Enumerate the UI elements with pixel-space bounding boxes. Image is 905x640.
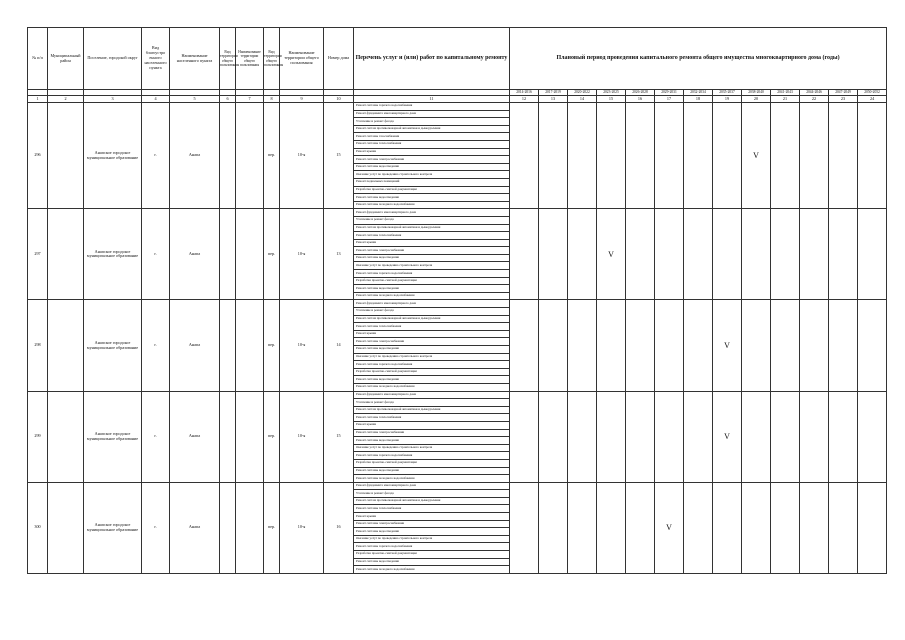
work-item: Оказание услуг по проведению строительного контроля (354, 262, 510, 270)
column-number-cell: 19 (713, 96, 742, 103)
area-type-2-cell: пер. (264, 482, 280, 573)
work-item: Ремонт системы холодного водоснабжения (354, 383, 510, 391)
area-name-2-cell: 10-я (280, 103, 324, 209)
record-number: 298 (28, 300, 48, 391)
work-item: Ремонт системы теплоснабжения (354, 140, 510, 148)
district-cell (48, 391, 84, 482)
col-header-place-name: Наименование населенного пункта (170, 28, 220, 90)
area-name-1-cell (236, 209, 264, 300)
area-name-2-cell: 10-я (280, 209, 324, 300)
work-item: Ремонт систем противопожарной автоматики и дымоудаления (354, 406, 510, 414)
district-cell (48, 300, 84, 391)
period-empty-cell (655, 300, 684, 391)
house-number-cell: 15 (324, 103, 354, 209)
work-item: Утепление и ремонт фасада (354, 308, 510, 316)
area-type-2-cell: пер. (264, 391, 280, 482)
work-item: Ремонт крыши (354, 513, 510, 521)
column-number-cell: 8 (264, 96, 280, 103)
period-empty-cell (510, 391, 539, 482)
work-item: Ремонт системы теплоснабжения (354, 414, 510, 422)
period-cell: 2029-2031 (655, 90, 684, 96)
period-mark: V (597, 209, 626, 300)
period-empty-cell (510, 300, 539, 391)
settlement-cell: Анапское городское муниципальное образование (84, 391, 142, 482)
work-item: Ремонт системы холодного водоснабжения (354, 566, 510, 574)
work-item: Ремонт системы горячего водоснабжения (354, 452, 510, 460)
work-item: Утепление и ремонт фасада (354, 118, 510, 126)
work-item: Ремонт системы холодного водоснабжения (354, 475, 510, 483)
house-number-cell: 16 (324, 482, 354, 573)
col-header-settlement: Поселение, городской округ (84, 28, 142, 90)
work-item: Ремонт крыши (354, 330, 510, 338)
place-name-cell: Анапа (170, 482, 220, 573)
area-name-1-cell (236, 482, 264, 573)
period-cell: 2035-2037 (713, 90, 742, 96)
record-number: 297 (28, 209, 48, 300)
place-type-cell: г. (142, 482, 170, 573)
period-empty-cell (626, 482, 655, 573)
col-header-district: Муниципальный район (48, 28, 84, 90)
work-item: Оказание услуг по проведению строительного контроля (354, 535, 510, 543)
period-empty-cell (800, 482, 829, 573)
period-empty-cell (742, 391, 771, 482)
table-row (28, 103, 887, 111)
period-empty-cell (800, 391, 829, 482)
period-empty-cell (655, 209, 684, 300)
column-number-cell: 3 (84, 96, 142, 103)
place-type-cell: г. (142, 103, 170, 209)
header-row (28, 28, 887, 90)
col-header-area-name-2: Наименование территории общего пользования (280, 28, 324, 90)
period-empty-cell (771, 209, 800, 300)
work-item: Разработка проектно-сметной документации (354, 186, 510, 194)
column-number-cell: 12 (510, 96, 539, 103)
column-number-cell: 9 (280, 96, 324, 103)
column-number-cell: 1 (28, 96, 48, 103)
place-name-cell: Анапа (170, 300, 220, 391)
period-cell: 2044-2046 (800, 90, 829, 96)
work-item: Утепление и ремонт фасада (354, 399, 510, 407)
work-item: Ремонт системы электроснабжения (354, 429, 510, 437)
area-name-1-cell (236, 391, 264, 482)
period-cell: 2014-2016 (510, 90, 539, 96)
work-item: Ремонт системы горячего водоснабжения (354, 361, 510, 369)
work-item: Ремонт системы теплоснабжения (354, 323, 510, 331)
district-cell (48, 209, 84, 300)
area-name-2-cell: 10-я (280, 482, 324, 573)
area-name-1-cell (236, 103, 264, 209)
work-item: Ремонт системы теплоснабжения (354, 232, 510, 240)
work-item: Ремонт систем противопожарной автоматики и дымоудаления (354, 125, 510, 133)
column-number-cell: 7 (236, 96, 264, 103)
work-item: Ремонт системы газоснабжения (354, 133, 510, 141)
period-empty-cell (626, 391, 655, 482)
column-number-cell: 13 (539, 96, 568, 103)
work-item: Оказание услуг по проведению строительного контроля (354, 444, 510, 452)
period-empty-cell (626, 300, 655, 391)
period-empty-cell (539, 300, 568, 391)
area-type-1-cell (220, 209, 236, 300)
work-item: Ремонт системы горячего водоснабжения (354, 103, 510, 111)
period-empty-cell (771, 103, 800, 209)
work-item: Разработка проектно-сметной документации (354, 277, 510, 285)
work-item: Ремонт системы электроснабжения (354, 156, 510, 164)
period-empty-cell (568, 300, 597, 391)
period-empty-cell (742, 300, 771, 391)
record-number: 300 (28, 482, 48, 573)
period-empty-cell (800, 103, 829, 209)
area-name-2-cell: 10-я (280, 391, 324, 482)
period-empty-cell (655, 391, 684, 482)
period-empty-cell (568, 209, 597, 300)
work-item: Ремонт системы теплоснабжения (354, 505, 510, 513)
table-row (28, 209, 887, 217)
work-item: Ремонт системы горячего водоснабжения (354, 270, 510, 278)
work-item: Утепление и ремонт фасада (354, 216, 510, 224)
column-number-cell: 14 (568, 96, 597, 103)
record-number: 296 (28, 103, 48, 209)
period-mark: V (713, 391, 742, 482)
period-empty-cell (771, 482, 800, 573)
period-cell: 2047-2049 (829, 90, 858, 96)
period-empty-cell (713, 209, 742, 300)
area-type-1-cell (220, 482, 236, 573)
col-header-house: Номер дома (324, 28, 354, 90)
period-cell: 2038-2040 (742, 90, 771, 96)
settlement-cell: Анапское городское муниципальное образование (84, 482, 142, 573)
period-empty-cell (597, 482, 626, 573)
period-empty-cell (626, 209, 655, 300)
column-number-cell: 2 (48, 96, 84, 103)
period-empty-cell (510, 103, 539, 209)
column-number-cell: 11 (354, 96, 510, 103)
period-empty-cell (742, 482, 771, 573)
period-empty-cell (539, 103, 568, 209)
area-type-1-cell (220, 103, 236, 209)
work-item: Ремонт крыши (354, 239, 510, 247)
period-cell: 2023-2025 (597, 90, 626, 96)
period-empty-cell (684, 482, 713, 573)
period-empty-cell (800, 209, 829, 300)
record-number: 299 (28, 391, 48, 482)
period-empty-cell (539, 209, 568, 300)
period-empty-cell (568, 391, 597, 482)
period-empty-cell (597, 300, 626, 391)
work-item: Ремонт подвальных помещений (354, 178, 510, 186)
place-type-cell: г. (142, 300, 170, 391)
period-empty-cell (858, 391, 887, 482)
work-item: Ремонт системы электроснабжения (354, 520, 510, 528)
column-number-cell: 15 (597, 96, 626, 103)
work-item: Ремонт системы водоотведения (354, 437, 510, 445)
col-header-area-type-2: Вид территории общего пользования (264, 28, 280, 90)
period-empty-cell (800, 300, 829, 391)
table-row (28, 300, 887, 308)
work-item: Утепление и ремонт фасада (354, 490, 510, 498)
area-type-1-cell (220, 300, 236, 391)
col-header-num: № п/п (28, 28, 48, 90)
work-item: Ремонт системы электроснабжения (354, 247, 510, 255)
period-empty-cell (568, 103, 597, 209)
work-item: Оказание услуг по проведению строительного контроля (354, 171, 510, 179)
house-number-cell: 15 (324, 391, 354, 482)
work-item: Разработка проектно-сметной документации (354, 551, 510, 559)
col-header-area-name-1: Наименование территории общего пользования (236, 28, 264, 90)
work-item: Ремонт крыши (354, 421, 510, 429)
work-item: Ремонт системы водоотведения (354, 194, 510, 202)
period-empty-cell (510, 209, 539, 300)
work-item: Ремонт систем противопожарной автоматики и дымоудаления (354, 315, 510, 323)
period-empty-cell (655, 103, 684, 209)
settlement-cell: Анапское городское муниципальное образование (84, 209, 142, 300)
column-number-cell: 21 (771, 96, 800, 103)
column-number-cell: 4 (142, 96, 170, 103)
settlement-cell: Анапское городское муниципальное образование (84, 300, 142, 391)
place-type-cell: г. (142, 391, 170, 482)
area-type-2-cell: пер. (264, 103, 280, 209)
column-number-cell: 5 (170, 96, 220, 103)
column-number-cell: 16 (626, 96, 655, 103)
work-item: Ремонт крыши (354, 148, 510, 156)
district-cell (48, 103, 84, 209)
table-row (28, 391, 887, 399)
area-name-1-cell (236, 300, 264, 391)
col-header-period: Плановый период проведения капитального ремонта общего имущества многоквартирного дома (годы) (510, 28, 887, 90)
period-empty-cell (771, 300, 800, 391)
work-item: Ремонт системы электроснабжения (354, 338, 510, 346)
period-empty-cell (539, 391, 568, 482)
period-cell: 2050-2052 (858, 90, 887, 96)
area-type-2-cell: пер. (264, 300, 280, 391)
period-empty-cell (626, 103, 655, 209)
period-empty-cell (539, 482, 568, 573)
period-empty-cell (684, 391, 713, 482)
column-number-cell: 17 (655, 96, 684, 103)
work-item: Ремонт системы водоотведения (354, 285, 510, 293)
period-cell: 2020-2022 (568, 90, 597, 96)
period-mark: V (713, 300, 742, 391)
col-header-area-type-1: Вид территории общего пользования (220, 28, 236, 90)
period-empty-cell (510, 482, 539, 573)
period-empty-cell (771, 391, 800, 482)
work-item: Ремонт системы водоотведения (354, 163, 510, 171)
work-item: Ремонт фундамента многоквартирного дома (354, 209, 510, 217)
period-mark: V (742, 103, 771, 209)
work-item: Ремонт систем противопожарной автоматики и дымоудаления (354, 224, 510, 232)
work-item: Ремонт системы водоотведения (354, 376, 510, 384)
work-item: Ремонт фундамента многоквартирного дома (354, 300, 510, 308)
work-item: Ремонт системы горячего водоснабжения (354, 543, 510, 551)
table-body (28, 103, 887, 574)
work-item: Ремонт системы холодного водоснабжения (354, 292, 510, 300)
column-number-cell: 20 (742, 96, 771, 103)
work-item: Ремонт фундамента многоквартирного дома (354, 391, 510, 399)
column-number-cell: 24 (858, 96, 887, 103)
repair-schedule-table (27, 27, 887, 574)
column-number-cell: 22 (800, 96, 829, 103)
work-item: Ремонт системы водоотведения (354, 528, 510, 536)
period-empty-cell (713, 482, 742, 573)
work-item: Разработка проектно-сметной документации (354, 368, 510, 376)
work-item: Ремонт фундамента многоквартирного дома (354, 110, 510, 118)
place-name-cell: Анапа (170, 391, 220, 482)
period-empty-cell (597, 391, 626, 482)
col-header-place-type: Вид благоустро енного населенного пункта (142, 28, 170, 90)
place-name-cell: Анапа (170, 103, 220, 209)
place-type-cell: г. (142, 209, 170, 300)
work-item: Ремонт системы водоотведения (354, 467, 510, 475)
column-number-row (28, 96, 887, 103)
period-cell: 2041-2043 (771, 90, 800, 96)
work-item: Ремонт системы водоотведения (354, 346, 510, 354)
period-cell: 2017-2019 (539, 90, 568, 96)
work-item: Ремонт систем противопожарной автоматики и дымоудаления (354, 497, 510, 505)
col-header-works: Перечень услуг и (или) работ по капитальному ремонту (354, 28, 510, 90)
period-empty-cell (858, 103, 887, 209)
table-row (28, 482, 887, 490)
work-item: Ремонт системы водоотведения (354, 254, 510, 262)
work-item: Ремонт фундамента многоквартирного дома (354, 482, 510, 490)
work-item: Оказание услуг по проведению строительного контроля (354, 353, 510, 361)
place-name-cell: Анапа (170, 209, 220, 300)
period-empty-cell (829, 103, 858, 209)
area-type-1-cell (220, 391, 236, 482)
area-name-2-cell: 10-я (280, 300, 324, 391)
period-empty-cell (858, 482, 887, 573)
period-cell: 2032-2034 (684, 90, 713, 96)
period-empty-cell (829, 209, 858, 300)
period-empty-cell (829, 391, 858, 482)
period-empty-cell (713, 103, 742, 209)
period-empty-cell (568, 482, 597, 573)
area-type-2-cell: пер. (264, 209, 280, 300)
work-item: Ремонт системы холодного водоснабжения (354, 201, 510, 209)
period-empty-cell (684, 300, 713, 391)
period-empty-cell (829, 300, 858, 391)
period-cell: 2026-2028 (626, 90, 655, 96)
period-empty-cell (858, 300, 887, 391)
period-empty-cell (742, 209, 771, 300)
period-empty-cell (684, 103, 713, 209)
settlement-cell: Анапское городское муниципальное образование (84, 103, 142, 209)
period-empty-cell (829, 482, 858, 573)
district-cell (48, 482, 84, 573)
period-empty-cell (597, 103, 626, 209)
work-item: Разработка проектно-сметной документации (354, 459, 510, 467)
column-number-cell: 10 (324, 96, 354, 103)
period-mark: V (655, 482, 684, 573)
column-number-cell: 23 (829, 96, 858, 103)
period-empty-cell (858, 209, 887, 300)
house-number-cell: 13 (324, 209, 354, 300)
house-number-cell: 14 (324, 300, 354, 391)
period-empty-cell (684, 209, 713, 300)
work-item: Ремонт системы водоотведения (354, 558, 510, 566)
column-number-cell: 18 (684, 96, 713, 103)
column-number-cell: 6 (220, 96, 236, 103)
